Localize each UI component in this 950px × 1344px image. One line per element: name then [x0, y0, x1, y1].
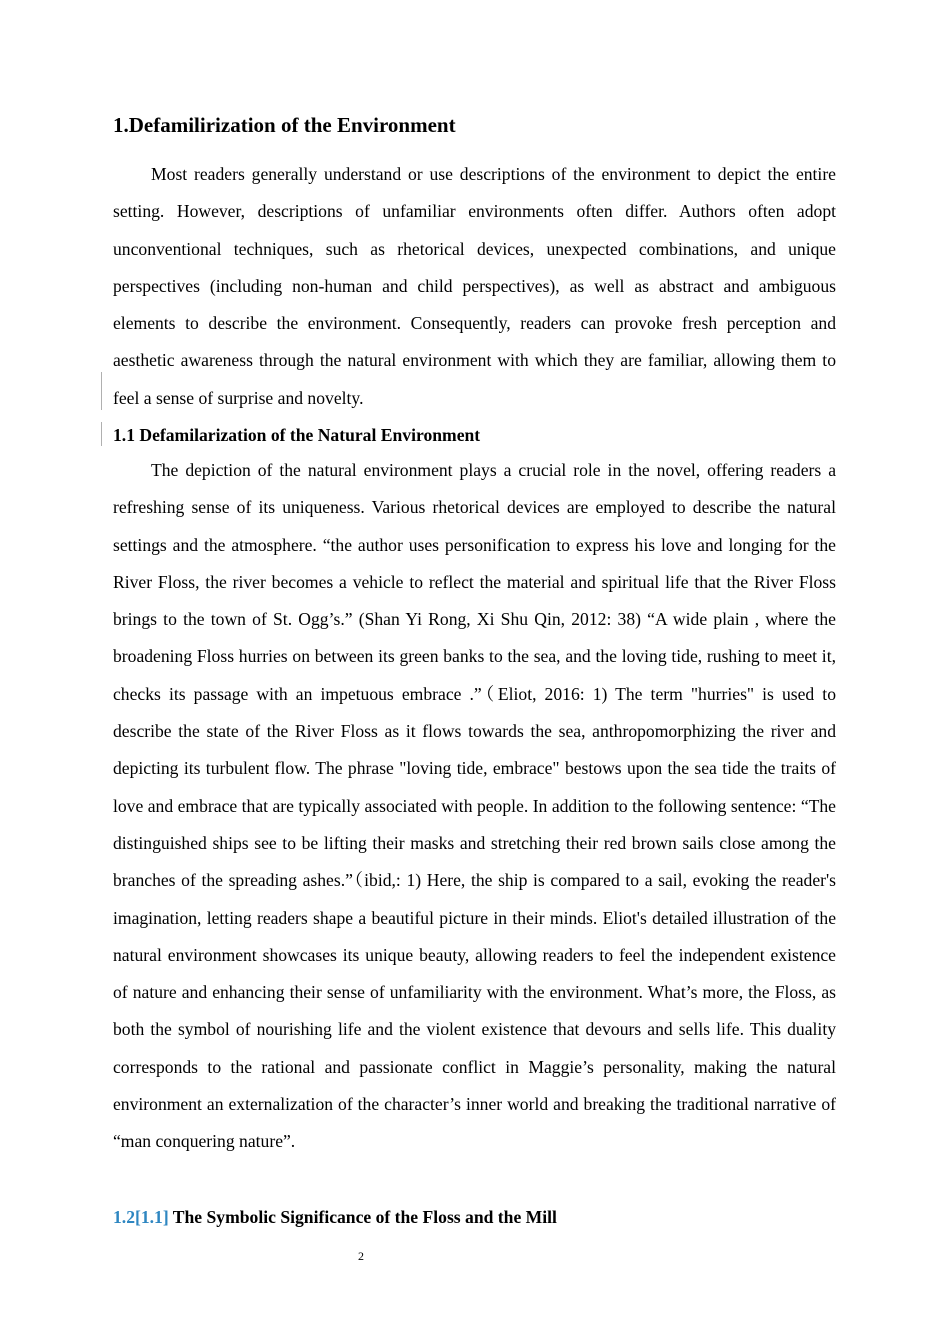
subsection-title: The Symbolic Significance of the Floss and the Mill: [168, 1207, 557, 1227]
intro-paragraph: Most readers generally understand or use descriptions of the environment to depict the entire setting. However, descriptions of unfamiliar environments often differ. Authors often adopt unconventional techniques, such as rhetorical devices, unexpected combinations, and unique perspectives (including non-human and child perspectives), as well as abstract and ambiguous elements to describe the environment. Consequently, readers can provoke fresh perception and aesthetic awareness through the natural environment with which they are familiar, allowing them to feel a sense of surprise and novelty.: [113, 164, 836, 408]
section-heading: 1.Defamilirization of the Environment: [113, 113, 456, 137]
subsection-heading-natural-environment: 1.1 Defamilarization of the Natural Environment: [113, 425, 481, 445]
section-number-tracked: 1.2[1.1]: [113, 1207, 169, 1227]
change-bar: [101, 372, 102, 410]
page-number: 2: [358, 1249, 364, 1263]
change-bar: [101, 422, 102, 446]
natural-environment-paragraph: The depiction of the natural environment plays a crucial role in the novel, offering readers a refreshing sense of its uniqueness. Various rhetorical devices are employed to describe the natural settings and the atmosphere. “the author uses personification to express his love and longing for the River Floss, the river becomes a vehicle to reflect the material and spiritual life that the River Floss brings to the town of St. Ogg’s.” (Shan Yi Rong, Xi Shu Qin, 2012: 38) “A wide plain , where the broadening Floss hurries on between its green banks to the sea, and the loving tide, rushing to meet it, checks its passage with an impetuous embrace .”（Eliot, 2016: 1) The term "hurries" is used to describe the state of the River Floss as it flows towards the sea, anthropomorphizing the river and depicting its turbulent flow. The phrase "loving tide, embrace" bestows upon the sea tide the traits of love and embrace that are typically associated with people. In addition to the following sentence: “The distinguished ships see to be lifting their masks and stretching their red brown sails close among the branches of the spreading ashes.”（ibid,: 1) Here, the ship is compared to a sail, evoking the reader's imagination, letting readers shape a beautiful picture in their minds. Eliot's detailed illustration of the natural environment showcases its unique beauty, allowing readers to feel the independent existence of nature and enhancing their sense of unfamiliarity with the environment. What’s more, the Floss, as both the symbol of nourishing life and the violent existence that devours and sells life. This duality corresponds to the rational and passionate conflict in Maggie’s personality, making the natural environment an externalization of the character’s inner world and breaking the traditional narrative of “man conquering nature”.: [113, 460, 836, 1152]
subsection-heading-symbolic-significance: [113, 1205, 557, 1229]
